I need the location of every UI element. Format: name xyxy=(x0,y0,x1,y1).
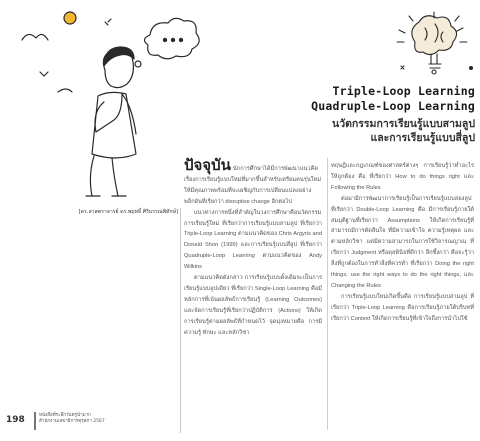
subtitle-line-1: นวัตกรรมการเรียนรู้แบบสามลูป xyxy=(332,118,475,130)
footer-publication xyxy=(39,413,134,425)
title-line-2: Quadruple-Loop Learning xyxy=(311,99,475,113)
article-title-block xyxy=(200,84,475,145)
author-byline: [ดร.สาสตราจารย์ ดร.พฤทธิ์ ศิริบรรณพิทักษ์] xyxy=(78,209,178,215)
column-2-paragraph-1: ทฤษฎีและกฎเกณฑ์ของศาสตร์ต่างๆ การเรียนรู้ว่าทำอะไรให้ถูกต้อง คือ ที่เรียกว่า How to do things right และ Following the Rules xyxy=(331,163,474,191)
column-1-paragraph-3: ตามแนวคิดดังกล่าว การเรียนรู้แบบดั้งเดิมจะเป็นการเรียนรู้แบบลูปเดียว ที่เรียกว่า Single-Loop Learning คือมีหลักการที่เน้นผลลัพธ์การเรียนรู้ (Learning Outcomes) และจัดการเรียนรู้ที่เรียกว่าปฏิบัติการ (Actions) ให้เกิดการเรียนรู้ตามผลลัพธ์ที่กำหนดไว้ จุดมุ่งหมายคือ การมีความรู้ ทักษะ และหลักวิชา xyxy=(184,275,322,336)
footer-line-2: สำนักงานเลขาธิการคุรุสภา 2567 xyxy=(39,419,105,424)
dropcap-word: ปัจจุบัน xyxy=(184,157,231,174)
title-line-1: Triple-Loop Learning xyxy=(332,84,475,98)
column-2-paragraph-2: ต่อมามีการพัฒนาการเรียนรู้เป็นการเรียนรู้แบบสองลูป ที่เรียกว่า Double-Loop Learning คือ มีการเรียนรู้ภายใต้สมมุติฐานที่เรียกว่า Assumptions ให้เกิดการเรียนรู้ที่สามารถมีการตัดสินใจ ที่มีความเข้าใจ ความรู้เหตุผล และตามหลักวิชา แต่มีความสามารถในการใช้วิจารณญาณ ที่เรียกว่า Judgment หรือดุลพินิจที่ดีกว่า ลึกซึ้งกว่า คือจะรู้ว่าสิ่งที่ถูกต้องในการทำสิ่งที่ควรทำ ที่เรียกว่า Doing the right things, use the right ways to do the right things, และ Changing the Rules xyxy=(331,195,474,289)
subtitle-line-2: และการเรียนรู้แบบสี่ลูป xyxy=(370,132,475,144)
brain-lightbulb-illustration xyxy=(385,8,480,88)
column-divider xyxy=(327,158,328,430)
footer-line-1: หนังสือที่ระลึกวันครูนำมาก xyxy=(39,413,91,418)
article-column-2 xyxy=(331,161,474,325)
column-1-paragraph-1: ปัจจุบัน นักการศึกษาได้มีการพัฒนาแนวคิดเรื่องการเรียนรู้แบบใหม่ที่มากขึ้นสำหรับเตรียมคนรุ่นใหม่ให้มีคุณภาพพร้อมที่จะเผชิญกับการเปลี่ยนแปลงอย่างพลิกผันที่เรียกว่า disruptive change อีกต่อไป xyxy=(184,157,321,205)
footer-bar xyxy=(34,412,36,430)
column-1-paragraph-2: แนวทางการหนึ่งที่สำคัญในวงการศึกษาคือนวัตกรรมการเรียนรู้ใหม่ ที่เรียกว่าการเรียนรู้แบบสามลูป ที่เรียกว่า Triple-Loop Learning ตามแนวคิดของ Chris Argyris and Donald Shon (1999) และการเรียนรู้แบบสี่ลูป ที่เรียกว่า Quadruple-Loop Learning ตามแนวคิดของ Andy Wilkins xyxy=(184,209,322,271)
page-footer xyxy=(0,410,140,441)
column-2-paragraph-3: การเรียนรู้แบบใหม่เกิดขึ้นคือ การเรียนรู้แบบสามลูป ที่เรียกว่า Triple-Loop Learning คือการเรียนรู้ภายใต้บริบทที่เรียกว่า Context ให้เกิดการเรียนรู้ที่เข้าใจถึงการนำไปใช้ xyxy=(331,293,474,322)
side-divider xyxy=(180,208,181,433)
article-column-1 xyxy=(184,157,322,339)
page-number: 198 xyxy=(6,415,25,425)
